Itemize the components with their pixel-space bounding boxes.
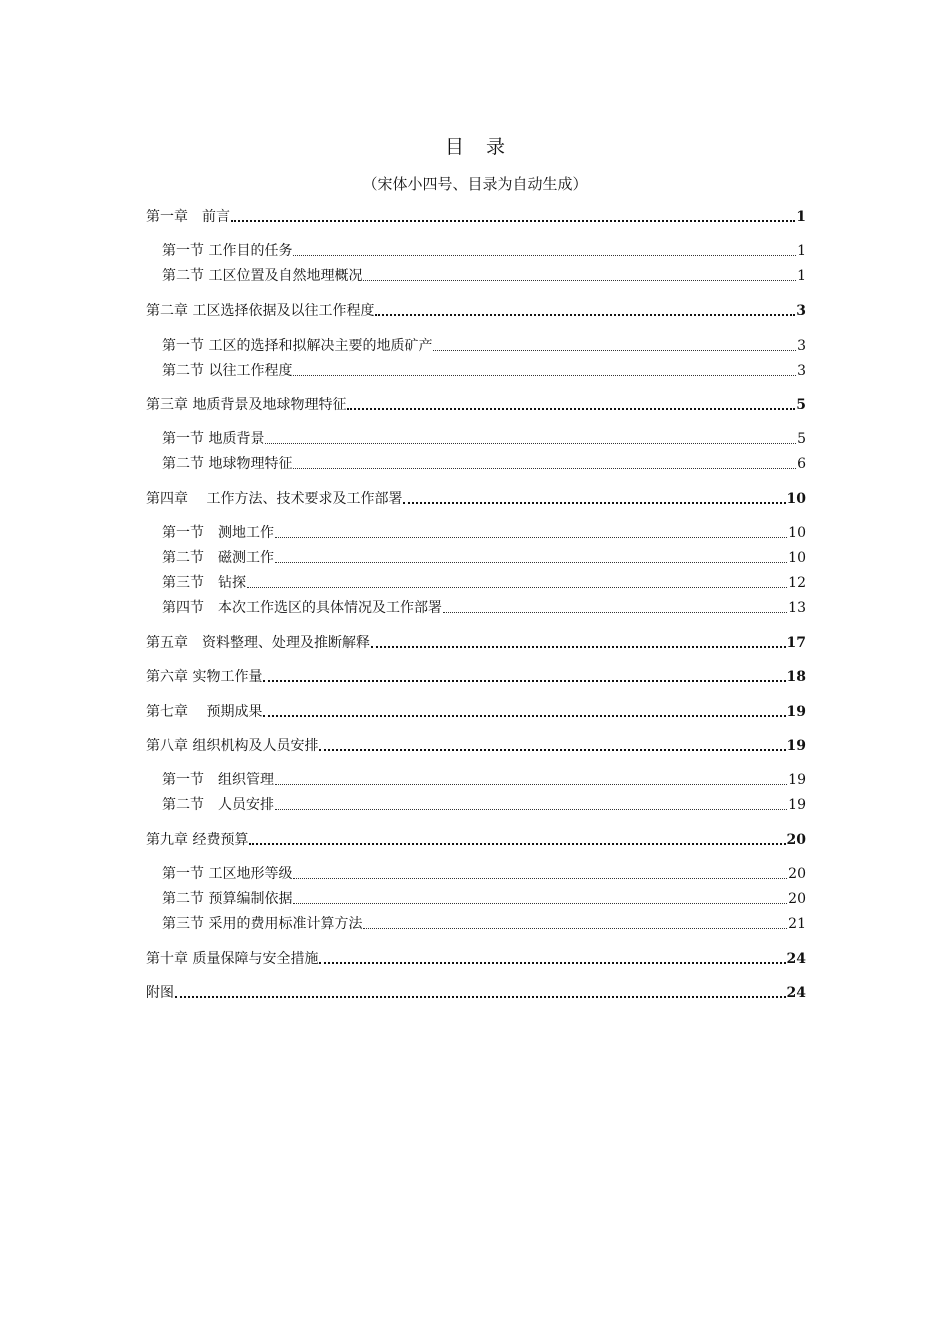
dot-leader	[263, 715, 785, 717]
toc-page-number: 1	[796, 209, 806, 225]
toc-entry-label: 第四节 本次工作选区的具体情况及工作部署	[162, 600, 442, 616]
toc-page-number: 3	[797, 338, 806, 354]
toc-entry-label: 第六章 实物工作量	[146, 669, 263, 685]
toc-page-number: 5	[796, 397, 806, 413]
dot-leader	[293, 878, 787, 879]
toc-page-number: 19	[786, 738, 806, 754]
toc-chapter-entry[interactable]	[146, 490, 806, 508]
toc-page-number: 19	[786, 704, 806, 720]
toc-section-entry[interactable]	[162, 267, 806, 285]
dot-leader	[319, 749, 785, 751]
toc-entry-label: 第一节 工作目的任务	[162, 243, 293, 259]
toc-page-number: 20	[788, 866, 806, 882]
toc-section-entry[interactable]	[162, 242, 806, 260]
toc-chapter-entry[interactable]	[146, 302, 806, 320]
toc-page-number: 18	[786, 669, 806, 685]
toc-page-number: 10	[786, 491, 806, 507]
dot-leader	[293, 255, 796, 256]
toc-entry-label: 第三节 钻探	[162, 575, 246, 591]
toc-entry-label: 第二节 以往工作程度	[162, 363, 293, 379]
toc-section-entry[interactable]	[162, 455, 806, 473]
toc-entry-label: 第十章 质量保障与安全措施	[146, 951, 319, 967]
toc-section-entry[interactable]	[162, 599, 806, 617]
dot-leader	[275, 809, 787, 810]
toc-page-number: 5	[797, 431, 806, 447]
toc-page-number: 19	[788, 772, 806, 788]
toc-page-number: 24	[786, 951, 806, 967]
toc-chapter-entry[interactable]	[146, 984, 806, 1002]
toc-entry-label: 第七章 预期成果	[146, 704, 263, 720]
toc-page-number: 24	[786, 985, 806, 1001]
toc-entry-label: 第三章 地质背景及地球物理特征	[146, 397, 347, 413]
toc-chapter-entry[interactable]	[146, 208, 806, 226]
dot-leader	[433, 350, 796, 351]
toc-chapter-entry[interactable]	[146, 950, 806, 968]
dot-leader	[175, 996, 786, 998]
toc-page-number: 20	[788, 891, 806, 907]
toc-section-entry[interactable]	[162, 865, 806, 883]
toc-subtitle: （宋体小四号、目录为自动生成）	[362, 175, 588, 193]
toc-entry-label: 第一章 前言	[146, 209, 230, 225]
dot-leader	[249, 843, 785, 845]
toc-page-number: 19	[788, 797, 806, 813]
toc-page-number: 17	[786, 635, 806, 651]
toc-page-number: 10	[788, 550, 806, 566]
toc-entry-label: 第三节 采用的费用标准计算方法	[162, 916, 363, 932]
toc-section-entry[interactable]	[162, 524, 806, 542]
toc-chapter-entry[interactable]	[146, 668, 806, 686]
toc-entry-label: 第五章 资料整理、处理及推断解释	[146, 635, 370, 651]
toc-entry-label: 第二节 人员安排	[162, 797, 274, 813]
dot-leader	[275, 562, 787, 563]
toc-page-number: 1	[797, 243, 806, 259]
dot-leader	[247, 587, 787, 588]
dot-leader	[263, 680, 785, 682]
toc-entry-label: 第一节 组织管理	[162, 772, 274, 788]
toc-entry-label: 第一节 地质背景	[162, 431, 265, 447]
toc-chapter-entry[interactable]	[146, 634, 806, 652]
toc-page-number: 13	[788, 600, 806, 616]
toc-page-number: 3	[796, 303, 806, 319]
dot-leader	[293, 468, 796, 469]
toc-entry-label: 第二节 工区位置及自然地理概况	[162, 268, 363, 284]
toc-chapter-entry[interactable]	[146, 396, 806, 414]
toc-section-entry[interactable]	[162, 549, 806, 567]
toc-entry-label: 第二节 预算编制依据	[162, 891, 293, 907]
toc-entry-label: 第二节 磁测工作	[162, 550, 274, 566]
toc-page-number: 20	[786, 832, 806, 848]
dot-leader	[293, 375, 796, 376]
toc-entry-label: 第一节 工区地形等级	[162, 866, 293, 882]
toc-entry-label: 第一节 测地工作	[162, 525, 274, 541]
dot-leader	[403, 502, 785, 504]
dot-leader	[319, 962, 785, 964]
toc-section-entry[interactable]	[162, 890, 806, 908]
dot-leader	[375, 314, 795, 316]
dot-leader	[371, 646, 786, 648]
toc-entry-label: 第二节 地球物理特征	[162, 456, 293, 472]
toc-entry-label: 第一节 工区的选择和拟解决主要的地质矿产	[162, 338, 433, 354]
toc-entry-label: 第八章 组织机构及人员安排	[146, 738, 319, 754]
dot-leader	[265, 443, 796, 444]
toc-section-entry[interactable]	[162, 430, 806, 448]
toc-page-number: 1	[797, 268, 806, 284]
toc-entry-label: 第九章 经费预算	[146, 832, 249, 848]
dot-leader	[363, 280, 796, 281]
dot-leader	[347, 408, 795, 410]
toc-section-entry[interactable]	[162, 796, 806, 814]
toc-title: 目录	[444, 136, 527, 158]
dot-leader	[443, 612, 787, 613]
toc-page-number: 21	[788, 916, 806, 932]
toc-page-number: 6	[797, 456, 806, 472]
toc-section-entry[interactable]	[162, 915, 806, 933]
toc-entry-label: 附图	[146, 985, 174, 1001]
toc-page-number: 10	[788, 525, 806, 541]
toc-page-number: 12	[788, 575, 806, 591]
toc-page-number: 3	[797, 363, 806, 379]
toc-section-entry[interactable]	[162, 574, 806, 592]
dot-leader	[293, 903, 787, 904]
dot-leader	[275, 784, 787, 785]
toc-section-entry[interactable]	[162, 337, 806, 355]
dot-leader	[275, 537, 787, 538]
toc-chapter-entry[interactable]	[146, 831, 806, 849]
dot-leader	[231, 220, 795, 222]
toc-chapter-entry[interactable]	[146, 703, 806, 721]
toc-entry-label: 第二章 工区选择依据及以往工作程度	[146, 303, 375, 319]
toc-section-entry[interactable]	[162, 362, 806, 380]
dot-leader	[363, 928, 787, 929]
toc-chapter-entry[interactable]	[146, 737, 806, 755]
toc-section-entry[interactable]	[162, 771, 806, 789]
toc-entry-label: 第四章 工作方法、技术要求及工作部署	[146, 491, 403, 507]
